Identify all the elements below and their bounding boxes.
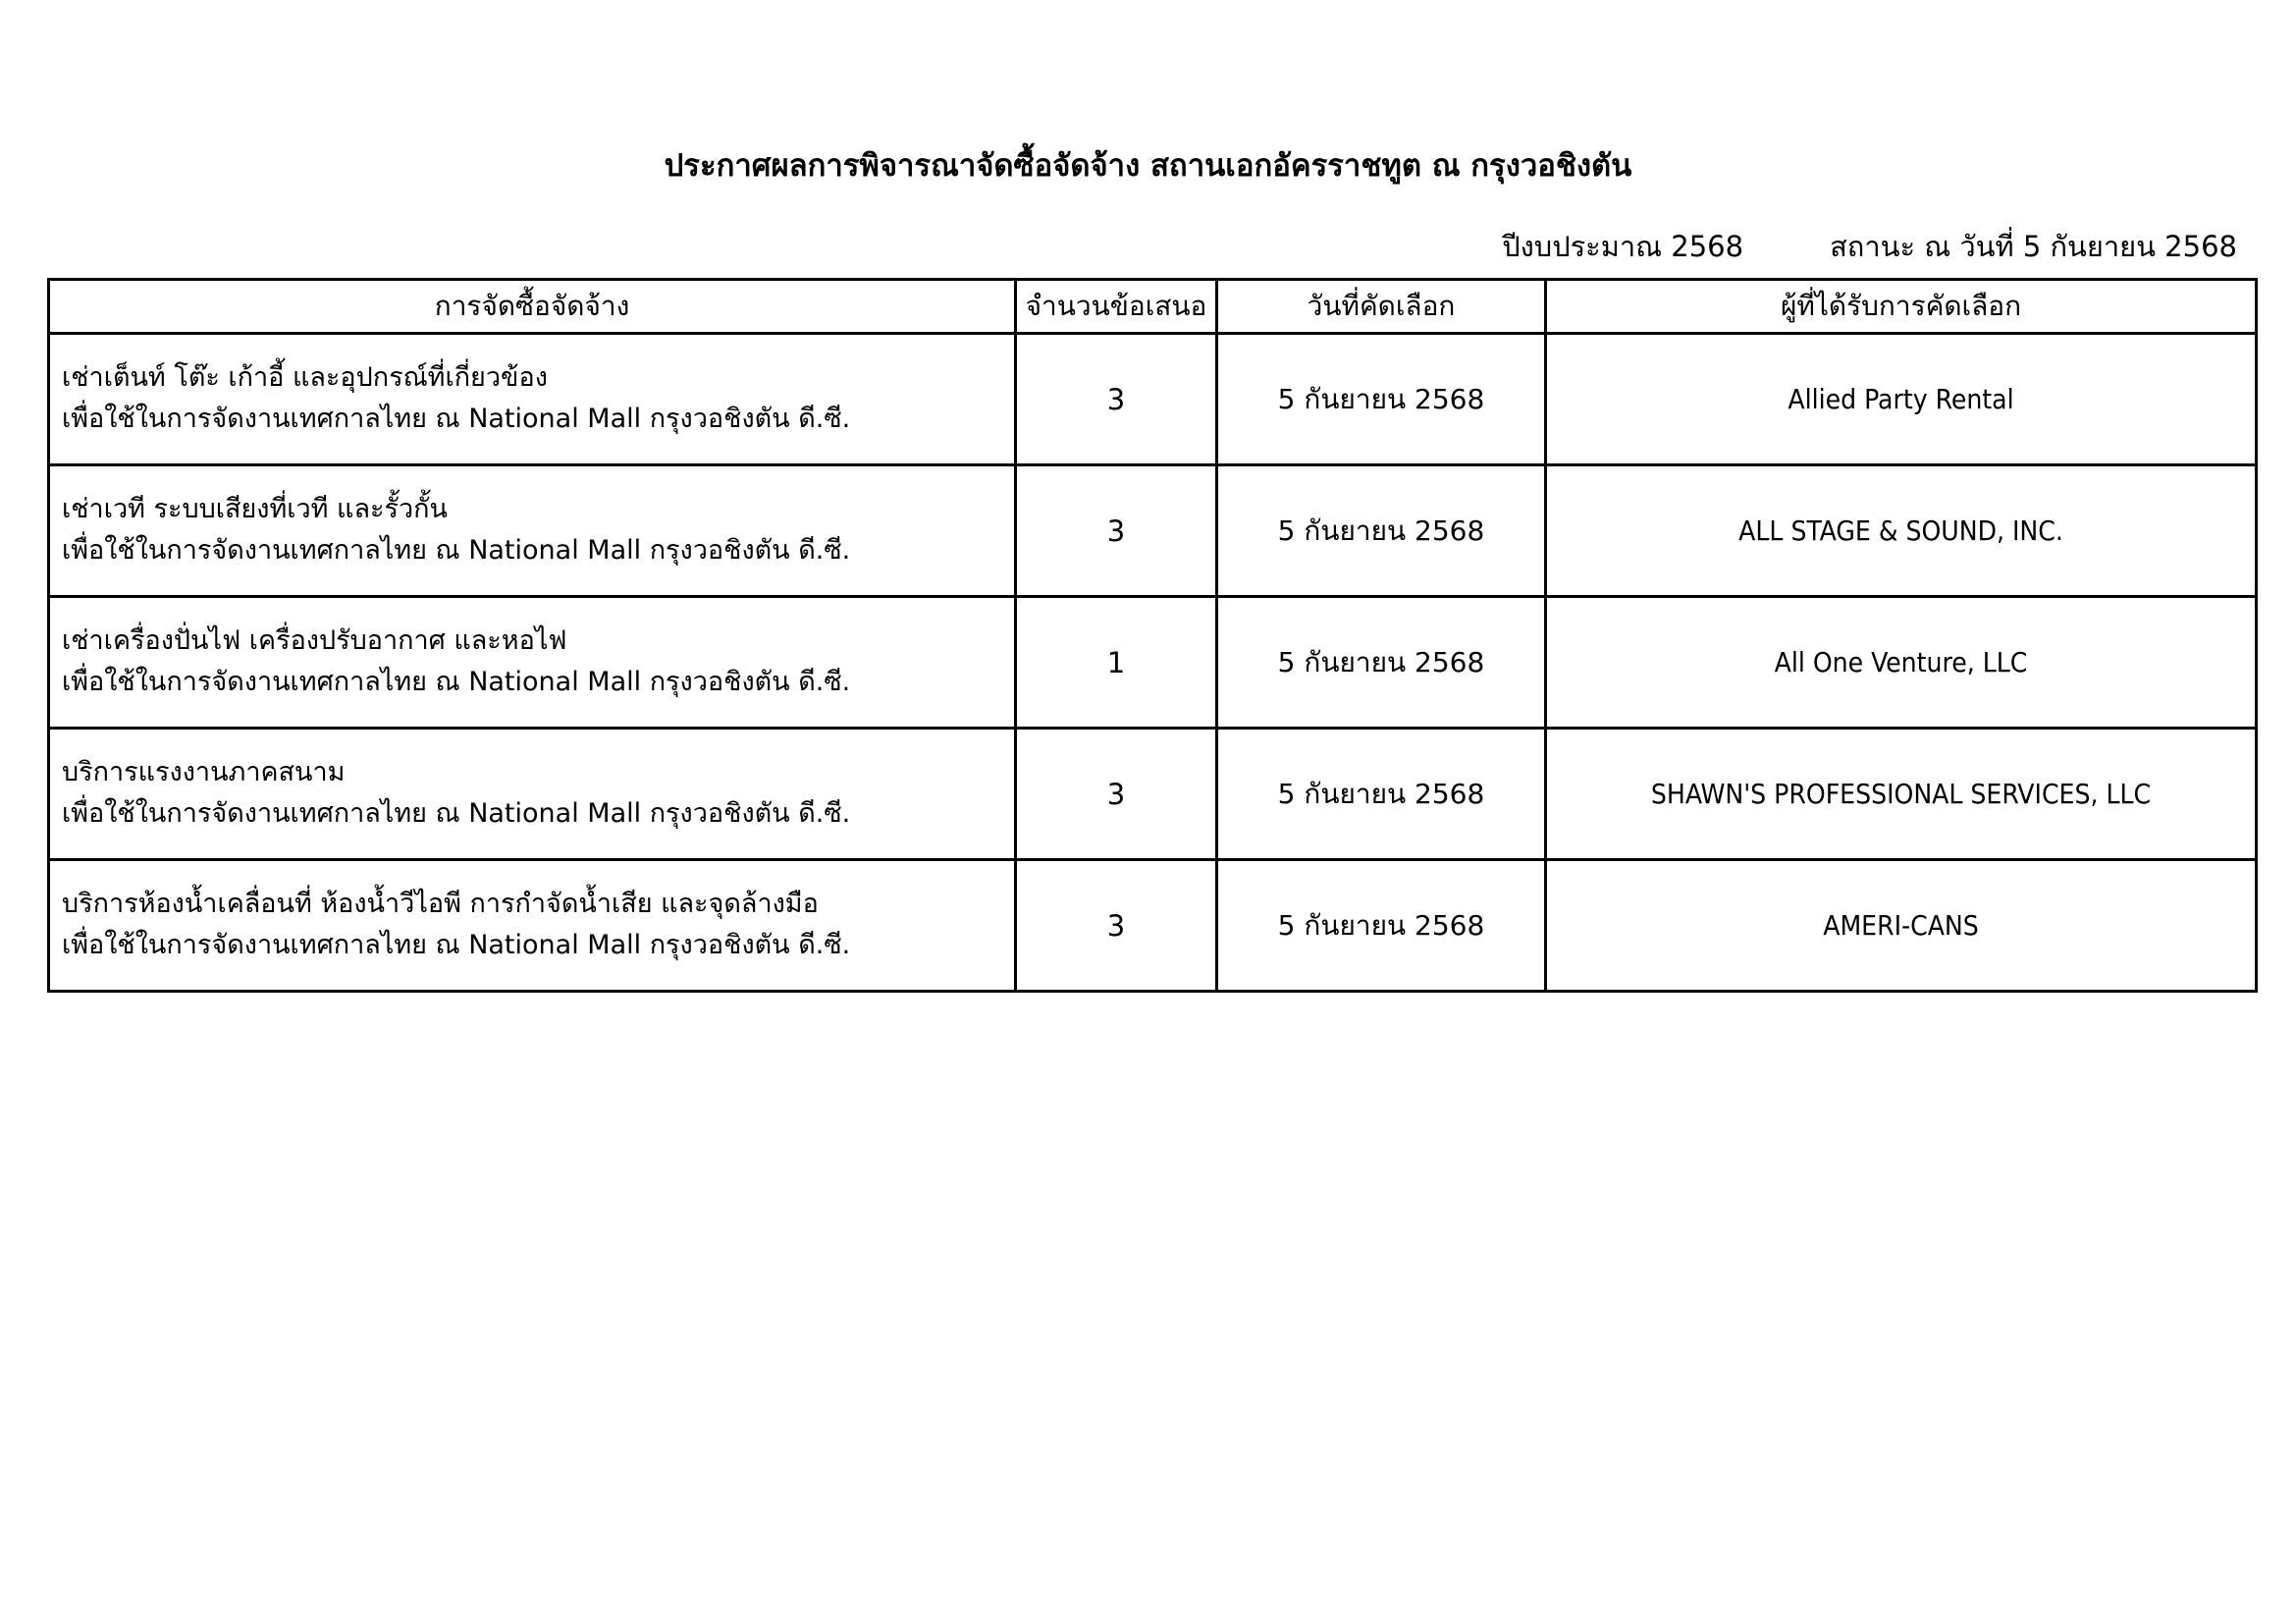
description-line-1: บริการแรงงานภาคสนาม <box>62 756 346 787</box>
column-header-description: การจัดซื้อจัดจ้าง <box>49 280 1016 334</box>
cell-selected-vendor: Allied Party Rental <box>1546 334 2257 465</box>
cell-proposal-count: 3 <box>1016 860 1217 992</box>
cell-selected-vendor: SHAWN'S PROFESSIONAL SERVICES, LLC <box>1546 729 2257 860</box>
fiscal-year-label: ปีงบประมาณ 2568 <box>1502 230 1744 263</box>
column-header-proposal-count: จำนวนข้อเสนอ <box>1016 280 1217 334</box>
column-header-selected-vendor: ผู้ที่ได้รับการคัดเลือก <box>1546 280 2257 334</box>
cell-selected-vendor: AMERI-CANS <box>1546 860 2257 992</box>
description-line-1: เช่าเครื่องปั่นไฟ เครื่องปรับอากาศ และหอไฟ <box>62 624 567 656</box>
cell-proposal-count: 3 <box>1016 729 1217 860</box>
cell-proposal-count: 1 <box>1016 597 1217 729</box>
cell-selection-date: 5 กันยายน 2568 <box>1217 465 1546 597</box>
cell-selected-vendor: ALL STAGE & SOUND, INC. <box>1546 465 2257 597</box>
cell-description <box>49 729 1016 860</box>
table-header <box>49 280 2257 334</box>
description-line-2: เพื่อใช้ในการจัดงานเทศกาลไทย ณ National Mall กรุงวอชิงตัน ดี.ซี. <box>62 929 851 960</box>
cell-proposal-count: 3 <box>1016 465 1217 597</box>
cell-description <box>49 334 1016 465</box>
description-line-2: เพื่อใช้ในการจัดงานเทศกาลไทย ณ National Mall กรุงวอชิงตัน ดี.ซี. <box>62 403 851 434</box>
table-row <box>49 465 2257 597</box>
procurement-results-table <box>47 278 2258 993</box>
table-row <box>49 860 2257 992</box>
description-line-2: เพื่อใช้ในการจัดงานเทศกาลไทย ณ National Mall กรุงวอชิงตัน ดี.ซี. <box>62 797 851 829</box>
status-date-label: สถานะ ณ วันที่ 5 กันยายน 2568 <box>1830 230 2237 263</box>
cell-selection-date: 5 กันยายน 2568 <box>1217 334 1546 465</box>
description-line-2: เพื่อใช้ในการจัดงานเทศกาลไทย ณ National Mall กรุงวอชิงตัน ดี.ซี. <box>62 534 851 566</box>
table-header-row <box>49 280 2257 334</box>
cell-proposal-count: 3 <box>1016 334 1217 465</box>
description-line-2: เพื่อใช้ในการจัดงานเทศกาลไทย ณ National Mall กรุงวอชิงตัน ดี.ซี. <box>62 666 851 697</box>
table-body <box>49 334 2257 992</box>
page-title: ประกาศผลการพิจารณาจัดซื้อจัดจ้าง สถานเอกอัครราชทูต ณ กรุงวอชิงตัน <box>664 148 1632 184</box>
table-row <box>49 334 2257 465</box>
cell-selection-date: 5 กันยายน 2568 <box>1217 729 1546 860</box>
cell-description <box>49 465 1016 597</box>
description-line-1: เช่าเต็นท์ โต๊ะ เก้าอี้ และอุปกรณ์ที่เกี่ยวข้อง <box>62 361 548 393</box>
cell-selection-date: 5 กันยายน 2568 <box>1217 597 1546 729</box>
table-row <box>49 597 2257 729</box>
column-header-selection-date: วันที่คัดเลือก <box>1217 280 1546 334</box>
cell-selected-vendor: All One Venture, LLC <box>1546 597 2257 729</box>
description-line-1: เช่าเวที ระบบเสียงที่เวที และรั้วกั้น <box>62 493 448 524</box>
cell-description <box>49 597 1016 729</box>
cell-selection-date: 5 กันยายน 2568 <box>1217 860 1546 992</box>
document-subheader <box>0 224 2237 269</box>
table-row <box>49 729 2257 860</box>
description-line-1: บริการห้องน้ำเคลื่อนที่ ห้องน้ำวีไอพี การกำจัดน้ำเสีย และจุดล้างมือ <box>62 888 819 919</box>
cell-description <box>49 860 1016 992</box>
